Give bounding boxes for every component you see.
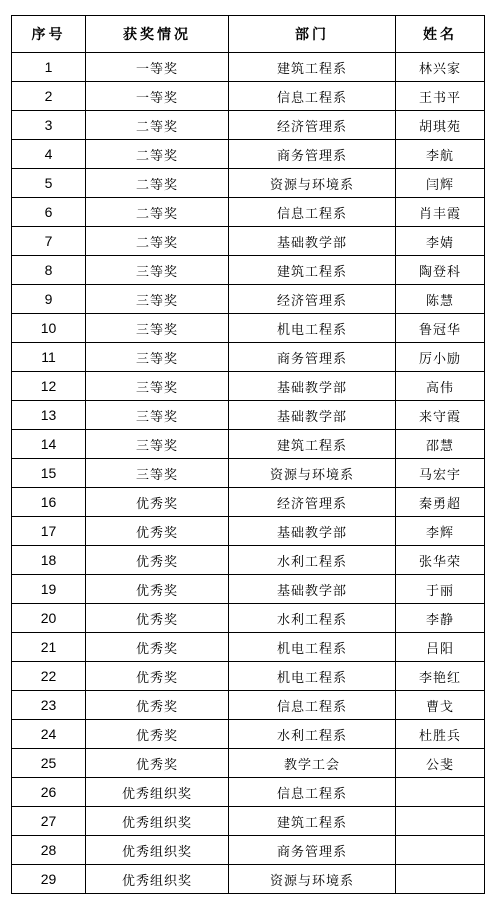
cell-department: 经济管理系 [229, 285, 396, 314]
cell-index: 13 [12, 401, 86, 430]
table-row [12, 836, 485, 865]
table-row [12, 865, 485, 894]
table-row [12, 169, 485, 198]
cell-award: 一等奖 [86, 82, 229, 111]
cell-index: 17 [12, 517, 86, 546]
cell-award: 二等奖 [86, 169, 229, 198]
cell-department: 机电工程系 [229, 633, 396, 662]
cell-index: 1 [12, 53, 86, 82]
cell-name [396, 778, 485, 807]
cell-name: 张华荣 [396, 546, 485, 575]
cell-department: 水利工程系 [229, 720, 396, 749]
header-row [12, 16, 485, 53]
table-row [12, 256, 485, 285]
table-row [12, 372, 485, 401]
header-index: 序号 [12, 16, 86, 53]
cell-department: 机电工程系 [229, 314, 396, 343]
cell-award: 二等奖 [86, 198, 229, 227]
cell-index: 4 [12, 140, 86, 169]
table-row [12, 82, 485, 111]
cell-index: 26 [12, 778, 86, 807]
cell-award: 优秀奖 [86, 517, 229, 546]
cell-name: 马宏宇 [396, 459, 485, 488]
cell-award: 优秀奖 [86, 575, 229, 604]
cell-index: 11 [12, 343, 86, 372]
cell-award: 优秀奖 [86, 749, 229, 778]
cell-award: 优秀奖 [86, 488, 229, 517]
cell-name: 王书平 [396, 82, 485, 111]
cell-index: 19 [12, 575, 86, 604]
cell-index: 18 [12, 546, 86, 575]
cell-name: 李婧 [396, 227, 485, 256]
table-row [12, 140, 485, 169]
cell-department: 资源与环境系 [229, 865, 396, 894]
table-row [12, 517, 485, 546]
cell-name [396, 865, 485, 894]
cell-department: 资源与环境系 [229, 459, 396, 488]
cell-name: 肖丰霞 [396, 198, 485, 227]
cell-name: 曹戈 [396, 691, 485, 720]
cell-index: 16 [12, 488, 86, 517]
cell-index: 23 [12, 691, 86, 720]
table-row [12, 778, 485, 807]
table-row [12, 604, 485, 633]
cell-name: 李辉 [396, 517, 485, 546]
cell-name: 吕阳 [396, 633, 485, 662]
cell-department: 基础教学部 [229, 517, 396, 546]
cell-award: 二等奖 [86, 227, 229, 256]
cell-department: 商务管理系 [229, 343, 396, 372]
cell-award: 二等奖 [86, 140, 229, 169]
header-award: 获奖情况 [86, 16, 229, 53]
cell-name: 杜胜兵 [396, 720, 485, 749]
cell-award: 三等奖 [86, 372, 229, 401]
cell-department: 信息工程系 [229, 82, 396, 111]
cell-department: 信息工程系 [229, 198, 396, 227]
table-row [12, 720, 485, 749]
cell-award: 优秀组织奖 [86, 807, 229, 836]
cell-name: 胡琪苑 [396, 111, 485, 140]
cell-department: 商务管理系 [229, 836, 396, 865]
table-row [12, 53, 485, 82]
cell-name: 林兴家 [396, 53, 485, 82]
cell-department: 基础教学部 [229, 401, 396, 430]
cell-index: 12 [12, 372, 86, 401]
cell-award: 优秀组织奖 [86, 778, 229, 807]
cell-department: 教学工会 [229, 749, 396, 778]
cell-department: 信息工程系 [229, 691, 396, 720]
cell-name: 闫辉 [396, 169, 485, 198]
cell-award: 三等奖 [86, 459, 229, 488]
header-name: 姓名 [396, 16, 485, 53]
cell-award: 优秀奖 [86, 662, 229, 691]
cell-award: 三等奖 [86, 401, 229, 430]
cell-name: 邵慧 [396, 430, 485, 459]
awards-table [11, 15, 485, 894]
table-row [12, 633, 485, 662]
cell-index: 2 [12, 82, 86, 111]
table-row [12, 662, 485, 691]
cell-award: 优秀组织奖 [86, 865, 229, 894]
cell-award: 三等奖 [86, 285, 229, 314]
cell-department: 资源与环境系 [229, 169, 396, 198]
cell-index: 3 [12, 111, 86, 140]
header-department: 部门 [229, 16, 396, 53]
cell-award: 三等奖 [86, 430, 229, 459]
table-header [12, 16, 485, 53]
cell-index: 29 [12, 865, 86, 894]
cell-award: 三等奖 [86, 343, 229, 372]
cell-name: 于丽 [396, 575, 485, 604]
cell-award: 优秀奖 [86, 546, 229, 575]
cell-index: 28 [12, 836, 86, 865]
cell-index: 14 [12, 430, 86, 459]
cell-index: 5 [12, 169, 86, 198]
cell-department: 基础教学部 [229, 575, 396, 604]
cell-department: 建筑工程系 [229, 256, 396, 285]
cell-index: 8 [12, 256, 86, 285]
cell-index: 24 [12, 720, 86, 749]
cell-name [396, 807, 485, 836]
table-row [12, 430, 485, 459]
table-body [12, 53, 485, 894]
cell-department: 信息工程系 [229, 778, 396, 807]
cell-award: 优秀组织奖 [86, 836, 229, 865]
cell-index: 20 [12, 604, 86, 633]
cell-index: 10 [12, 314, 86, 343]
cell-name: 鲁冠华 [396, 314, 485, 343]
cell-award: 优秀奖 [86, 720, 229, 749]
cell-index: 15 [12, 459, 86, 488]
cell-department: 经济管理系 [229, 488, 396, 517]
cell-department: 经济管理系 [229, 111, 396, 140]
table-row [12, 575, 485, 604]
cell-department: 建筑工程系 [229, 53, 396, 82]
table-row [12, 111, 485, 140]
cell-name: 陶登科 [396, 256, 485, 285]
table-row [12, 546, 485, 575]
cell-department: 建筑工程系 [229, 430, 396, 459]
cell-index: 22 [12, 662, 86, 691]
cell-index: 9 [12, 285, 86, 314]
table-row [12, 314, 485, 343]
cell-award: 优秀奖 [86, 633, 229, 662]
cell-index: 21 [12, 633, 86, 662]
cell-name: 李艳红 [396, 662, 485, 691]
table-row [12, 343, 485, 372]
cell-department: 建筑工程系 [229, 807, 396, 836]
table-row [12, 401, 485, 430]
cell-department: 机电工程系 [229, 662, 396, 691]
cell-department: 商务管理系 [229, 140, 396, 169]
table-row [12, 488, 485, 517]
table-row [12, 198, 485, 227]
cell-name: 厉小励 [396, 343, 485, 372]
cell-name: 秦勇超 [396, 488, 485, 517]
table-row [12, 807, 485, 836]
table-row [12, 749, 485, 778]
cell-department: 基础教学部 [229, 372, 396, 401]
table-row [12, 285, 485, 314]
cell-index: 27 [12, 807, 86, 836]
cell-name: 来守霞 [396, 401, 485, 430]
cell-name: 公斐 [396, 749, 485, 778]
cell-index: 25 [12, 749, 86, 778]
cell-department: 水利工程系 [229, 604, 396, 633]
cell-award: 三等奖 [86, 314, 229, 343]
table-row [12, 459, 485, 488]
cell-name: 李航 [396, 140, 485, 169]
cell-department: 水利工程系 [229, 546, 396, 575]
cell-name [396, 836, 485, 865]
cell-award: 二等奖 [86, 111, 229, 140]
table-row [12, 227, 485, 256]
cell-award: 一等奖 [86, 53, 229, 82]
cell-award: 三等奖 [86, 256, 229, 285]
cell-name: 陈慧 [396, 285, 485, 314]
cell-award: 优秀奖 [86, 604, 229, 633]
cell-department: 基础教学部 [229, 227, 396, 256]
table-row [12, 691, 485, 720]
cell-award: 优秀奖 [86, 691, 229, 720]
cell-index: 6 [12, 198, 86, 227]
cell-index: 7 [12, 227, 86, 256]
cell-name: 高伟 [396, 372, 485, 401]
cell-name: 李静 [396, 604, 485, 633]
